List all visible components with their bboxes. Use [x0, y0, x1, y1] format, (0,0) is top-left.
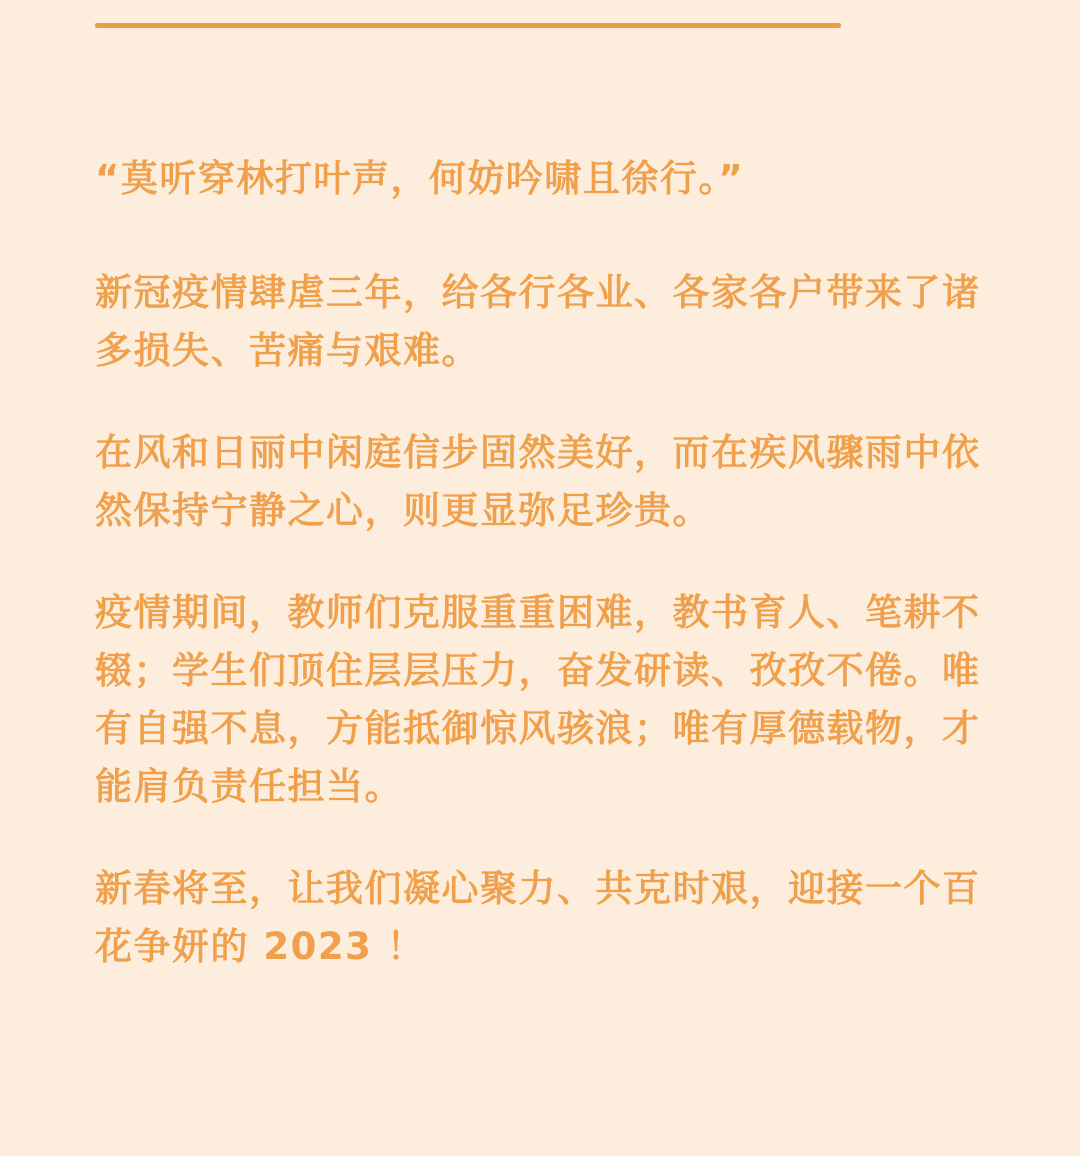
paragraph-2: 在风和日丽中闲庭信步固然美好，而在疾风骤雨中依然保持宁静之心，则更显弥足珍贵。 — [95, 431, 981, 532]
top-divider-rule — [95, 23, 841, 28]
article-body — [95, 150, 1005, 976]
paragraph-4: 新春将至，让我们凝心聚力、共克时艰，迎接一个百花争妍的 2023 ！ — [95, 867, 981, 968]
paragraph-quote: “莫听穿林打叶声，何妨吟啸且徐行。” — [95, 157, 745, 200]
paragraph-3: 疫情期间，教师们克服重重困难，教书育人、笔耕不辍；学生们顶住层层压力，奋发研读、孜孜不倦。唯有自强不息，方能抵御惊风骇浪；唯有厚德载物，才能肩负责任担当。 — [95, 591, 981, 808]
paragraph-1: 新冠疫情肆虐三年，给各行各业、各家各户带来了诸多损失、苦痛与艰难。 — [95, 271, 981, 372]
